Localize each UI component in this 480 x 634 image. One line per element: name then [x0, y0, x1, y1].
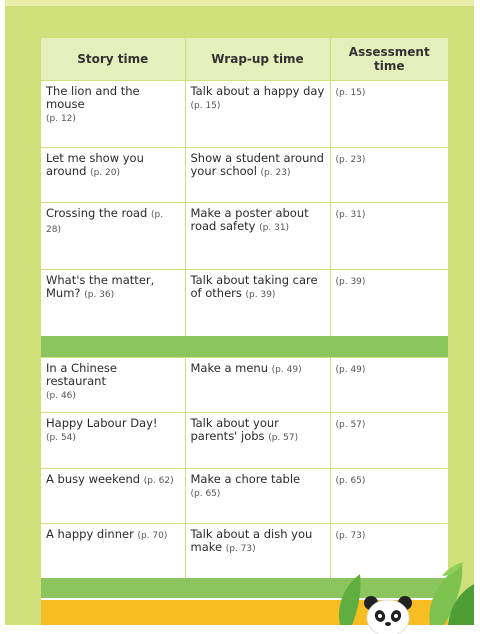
story-page: (p. 46)	[46, 390, 76, 401]
table-row	[41, 468, 448, 523]
story-cell: The lion and the mouse (p. 12)	[41, 81, 185, 148]
story-page: (p. 62)	[143, 475, 174, 486]
story-page: (p. 20)	[90, 168, 121, 178]
story-page: (p. 12)	[46, 114, 76, 124]
assessment-cell: (p. 23)	[330, 148, 448, 203]
schedule-table	[41, 38, 448, 578]
assessment-cell: (p. 31)	[330, 203, 448, 270]
section-divider	[41, 336, 448, 358]
story-page: (p. 54)	[46, 432, 76, 443]
story-cell: In a Chinese restaurant (p. 46)	[41, 357, 185, 412]
header-story-time: Story time	[41, 38, 185, 81]
assessment-cell: (p. 39)	[330, 270, 448, 336]
wrap-page: (p. 31)	[259, 223, 290, 233]
story-cell: A busy weekend (p. 62)	[41, 468, 185, 523]
story-page: (p. 36)	[84, 290, 115, 300]
story-cell: A happy dinner (p. 70)	[41, 523, 185, 578]
wrap-page: (p. 73)	[225, 543, 256, 554]
wrap-page: (p. 39)	[245, 290, 276, 300]
story-page: (p. 28)	[46, 210, 164, 235]
header-row	[41, 38, 448, 81]
wrap-cell: Show a student around your school (p. 23)	[185, 148, 330, 203]
table-row	[41, 81, 448, 148]
story-cell: Happy Labour Day! (p. 54)	[41, 412, 185, 468]
wrap-page: (p. 23)	[260, 168, 291, 178]
table-row	[41, 270, 448, 336]
table-row	[41, 203, 448, 270]
table-row	[41, 357, 448, 412]
wrap-cell: Make a chore table (p. 65)	[185, 468, 330, 523]
story-page: (p. 70)	[137, 530, 168, 541]
assessment-cell: (p. 15)	[330, 81, 448, 148]
assessment-cell: (p. 65)	[330, 468, 448, 523]
wrap-page: (p. 57)	[268, 432, 299, 443]
wrap-page: (p. 65)	[190, 488, 221, 499]
wrap-cell: Talk about a dish you make (p. 73)	[185, 523, 330, 578]
header-assessment-time: Assessment time	[330, 38, 448, 81]
frame-top-strip	[5, 0, 474, 6]
table-row	[41, 412, 448, 468]
assessment-cell: (p. 57)	[330, 412, 448, 468]
story-cell: Crossing the road (p. 28)	[41, 203, 185, 270]
header-wrap-up-time: Wrap-up time	[185, 38, 330, 81]
wrap-cell: Talk about your parents' jobs (p. 57)	[185, 412, 330, 468]
wrap-page: (p. 49)	[271, 364, 302, 375]
wrap-cell: Make a poster about road safety (p. 31)	[185, 203, 330, 270]
table-row	[41, 148, 448, 203]
story-cell: What's the matter, Mum? (p. 36)	[41, 270, 185, 336]
story-cell: Let me show you around (p. 20)	[41, 148, 185, 203]
wrap-cell: Talk about taking care of others (p. 39)	[185, 270, 330, 336]
panda-mascot-icon	[362, 594, 414, 634]
wrap-page: (p. 15)	[190, 101, 221, 111]
wrap-cell: Make a menu (p. 49)	[185, 357, 330, 412]
assessment-cell: (p. 49)	[330, 357, 448, 412]
wrap-cell: Talk about a happy day (p. 15)	[185, 81, 330, 148]
assessment-cell: (p. 73)	[330, 523, 448, 578]
